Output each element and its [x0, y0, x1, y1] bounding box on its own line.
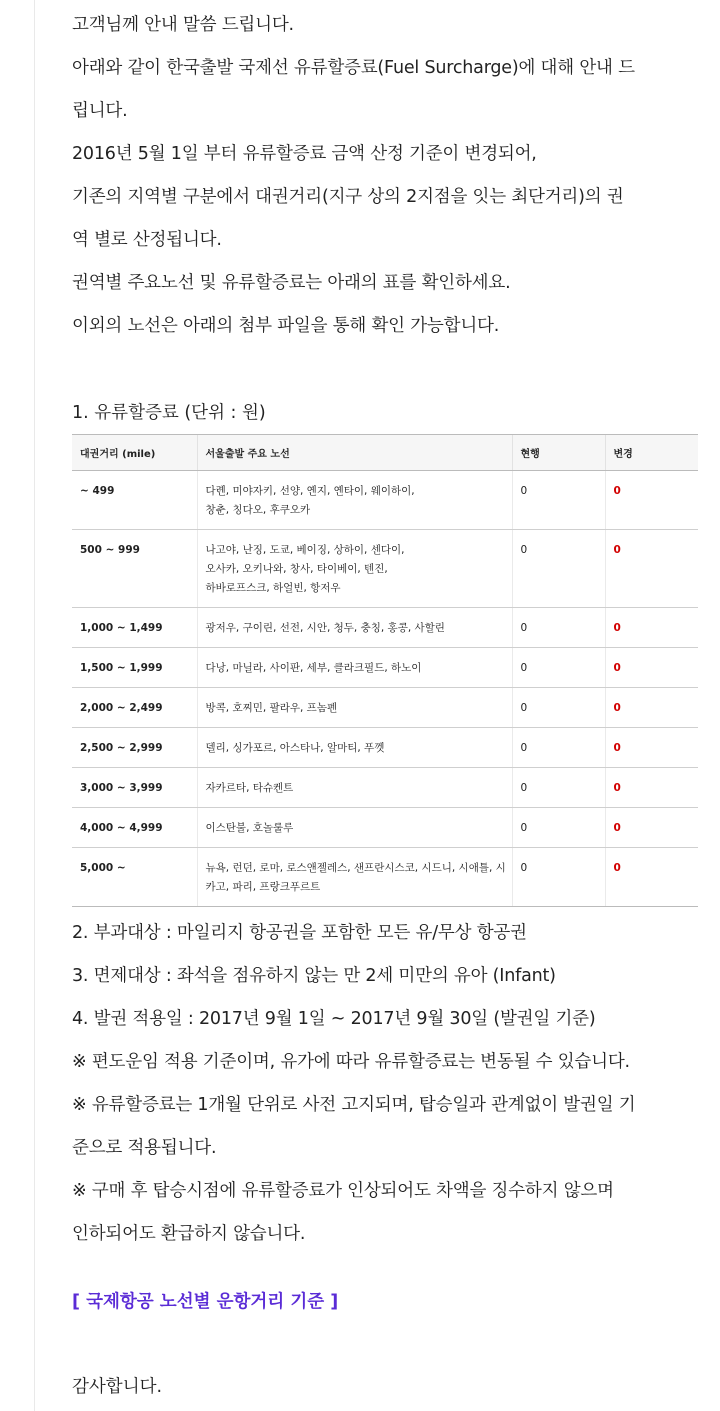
- note-line: ※ 구매 후 탑승시점에 유류할증료가 인상되어도 차액을 징수하지 않으며: [72, 1181, 614, 1201]
- current-value-cell: 0: [512, 608, 605, 648]
- table-row: [72, 688, 698, 728]
- routes-cell: [197, 768, 512, 808]
- route-line: 델리, 싱가포르, 아스타나, 알마티, 푸껫: [205, 742, 385, 754]
- route-line: 방콕, 호찌민, 팔라우, 프놈펜: [205, 702, 338, 714]
- distance-cell: 1,000 ~ 1,499: [72, 608, 197, 648]
- intro-line: 립니다.: [72, 101, 128, 121]
- note-line: 준으로 적용됩니다.: [72, 1138, 217, 1158]
- current-value-cell: 0: [512, 848, 605, 907]
- table-header-row: [72, 435, 698, 471]
- table-row: [72, 728, 698, 768]
- current-value-cell: 0: [512, 648, 605, 688]
- intro-line: 기존의 지역별 구분에서 대권거리(지구 상의 2지점을 잇는 최단거리)의 권: [72, 187, 624, 207]
- surcharge-table: [72, 434, 698, 907]
- current-value-cell: 0: [512, 768, 605, 808]
- note-line: 3. 면제대상 : 좌석을 점유하지 않는 만 2세 미만의 유아 (Infant): [72, 966, 556, 986]
- intro-line: 2016년 5월 1일 부터 유류할증료 금액 산정 기준이 변경되어,: [72, 144, 537, 164]
- current-value-cell: 0: [512, 808, 605, 848]
- routes-cell: [197, 808, 512, 848]
- table-row: [72, 768, 698, 808]
- current-value-cell: 0: [512, 728, 605, 768]
- left-border-line: [34, 0, 35, 1411]
- route-line: 오사카, 오키나와, 창사, 타이베이, 텐진,: [205, 563, 388, 575]
- table-row: [72, 471, 698, 530]
- table-row: [72, 648, 698, 688]
- route-line: 다낭, 마닐라, 사이판, 세부, 클라크필드, 하노이: [205, 662, 422, 674]
- header-distance: 대권거리 (mile): [72, 435, 197, 471]
- changed-value-cell: 0: [605, 728, 698, 768]
- distance-cell: 2,000 ~ 2,499: [72, 688, 197, 728]
- route-line: 자카르타, 타슈켄트: [205, 782, 294, 794]
- note-line: 인하되어도 환급하지 않습니다.: [72, 1224, 306, 1244]
- table-row: [72, 530, 698, 608]
- intro-line: 이외의 노선은 아래의 첨부 파일을 통해 확인 가능합니다.: [72, 316, 500, 336]
- header-current: 현행: [512, 435, 605, 471]
- route-line: 광저우, 구이린, 선전, 시안, 청두, 충칭, 홍콩, 사할린: [205, 622, 445, 634]
- route-line: 다롄, 미야자키, 선양, 옌지, 옌타이, 웨이하이,: [205, 485, 415, 497]
- routes-cell: [197, 471, 512, 530]
- current-value-cell: 0: [512, 688, 605, 728]
- note-line: 4. 발권 적용일 : 2017년 9월 1일 ~ 2017년 9월 30일 (발권일 기준): [72, 1009, 596, 1029]
- route-line: 창춘, 칭다오, 후쿠오카: [205, 504, 311, 516]
- notes-section: [72, 912, 702, 1256]
- section-title-surcharge: 1. 유류할증료 (단위 : 원): [72, 403, 266, 423]
- changed-value-cell: 0: [605, 530, 698, 608]
- changed-value-cell: 0: [605, 688, 698, 728]
- table-row: [72, 848, 698, 907]
- intro-line: 역 별로 산정됩니다.: [72, 230, 222, 250]
- note-line: ※ 유류할증료는 1개월 단위로 사전 고지되며, 탑승일과 관계없이 발권일 기: [72, 1095, 636, 1115]
- distance-cell: 5,000 ~: [72, 848, 197, 907]
- routes-cell: [197, 648, 512, 688]
- current-value-cell: 0: [512, 471, 605, 530]
- current-value-cell: 0: [512, 530, 605, 608]
- distance-cell: 4,000 ~ 4,999: [72, 808, 197, 848]
- routes-cell: [197, 608, 512, 648]
- route-line: 카고, 파리, 프랑크푸르트: [205, 881, 321, 893]
- distance-cell: 500 ~ 999: [72, 530, 197, 608]
- distance-cell: 2,500 ~ 2,999: [72, 728, 197, 768]
- notice-intro: [72, 0, 702, 348]
- header-changed: 변경: [605, 435, 698, 471]
- route-line: 이스탄불, 호놀룰루: [205, 822, 294, 834]
- distance-cell: ~ 499: [72, 471, 197, 530]
- changed-value-cell: 0: [605, 648, 698, 688]
- changed-value-cell: 0: [605, 608, 698, 648]
- intro-line: 권역별 주요노선 및 유류할증료는 아래의 표를 확인하세요.: [72, 273, 511, 293]
- changed-value-cell: 0: [605, 808, 698, 848]
- surcharge-table-wrapper: [72, 434, 698, 907]
- changed-value-cell: 0: [605, 848, 698, 907]
- distance-cell: 3,000 ~ 3,999: [72, 768, 197, 808]
- route-distance-link[interactable]: [ 국제항공 노선별 운항거리 기준 ]: [72, 1292, 339, 1312]
- header-routes: 서울출발 주요 노선: [197, 435, 512, 471]
- routes-cell: [197, 530, 512, 608]
- note-line: ※ 편도운임 적용 기준이며, 유가에 따라 유류할증료는 변동될 수 있습니다.: [72, 1052, 630, 1072]
- table-row: [72, 608, 698, 648]
- table-row: [72, 808, 698, 848]
- route-line: 하바로프스크, 하얼빈, 항저우: [205, 582, 341, 594]
- note-line: 2. 부과대상 : 마일리지 항공권을 포함한 모든 유/무상 항공권: [72, 923, 527, 943]
- route-line: 나고야, 난징, 도쿄, 베이징, 상하이, 센다이,: [205, 544, 405, 556]
- changed-value-cell: 0: [605, 768, 698, 808]
- distance-cell: 1,500 ~ 1,999: [72, 648, 197, 688]
- routes-cell: [197, 848, 512, 907]
- intro-line: 아래와 같이 한국출발 국제선 유류할증료(Fuel Surcharge)에 대해 안내 드: [72, 58, 635, 78]
- closing-text: 감사합니다.: [72, 1377, 163, 1397]
- routes-cell: [197, 688, 512, 728]
- intro-line: 고객님께 안내 말씀 드립니다.: [72, 15, 294, 35]
- route-line: 뉴욕, 런던, 로마, 로스앤젤레스, 샌프란시스코, 시드니, 시애틀, 시: [205, 862, 506, 874]
- routes-cell: [197, 728, 512, 768]
- changed-value-cell: 0: [605, 471, 698, 530]
